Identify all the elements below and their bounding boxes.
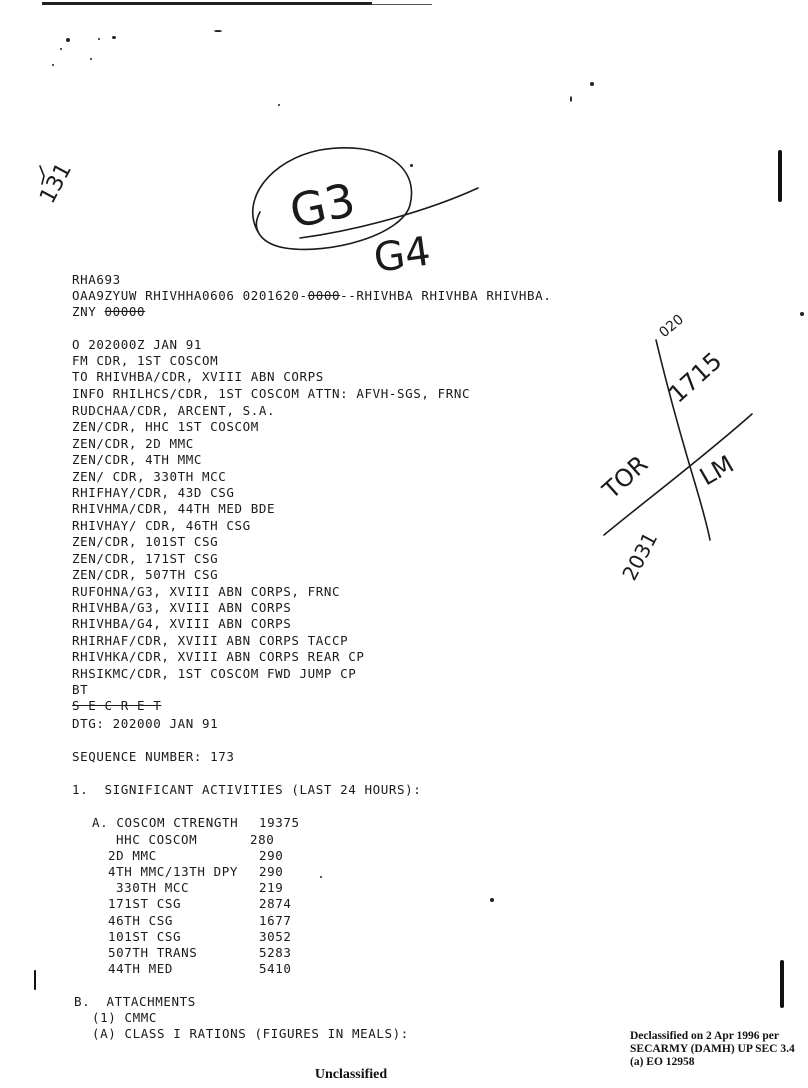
unit-value: 5410 [259, 961, 292, 976]
scan-speck [410, 164, 413, 167]
attachment-sub-a: (A) CLASS I RATIONS (FIGURES IN MEALS): [92, 1026, 409, 1041]
scan-speck [214, 30, 222, 32]
precedence-start: OAA9ZYUW RHIVHHA0606 0201620- [72, 288, 308, 303]
strength-heading: A. COSCOM CTRENGTH [92, 815, 239, 830]
margin-loop [253, 148, 412, 250]
tor-vertical [656, 340, 710, 540]
declassification-stamp [630, 1030, 802, 1069]
initials: LM [695, 449, 739, 492]
declass-line: Declassified on 2 Apr 1996 per [630, 1030, 779, 1042]
dtg-body-line: DTG: 202000 JAN 91 [72, 716, 219, 731]
addressee-line: RHIVHBA/G4, XVIII ABN CORPS [72, 616, 292, 631]
section-heading: 1. SIGNIFICANT ACTIVITIES (LAST 24 HOURS): [72, 782, 422, 797]
office-label: G4 [370, 228, 434, 282]
to-line: TO RHIVHBA/CDR, XVIII ABN CORPS [72, 369, 324, 384]
addressee-line: RHIVHKA/CDR, XVIII ABN CORPS REAR CP [72, 649, 365, 664]
margin-bar [778, 150, 782, 202]
sequence-line: SEQUENCE NUMBER: 173 [72, 749, 235, 764]
unit-value: 280 [250, 832, 275, 847]
unit-name: 171ST CSG [108, 896, 182, 911]
circled-office-label: G3 [285, 172, 360, 239]
addressee-line: ZEN/CDR, 2D MMC [72, 436, 194, 451]
unit-name: 2D MMC [108, 848, 157, 863]
addressee-line: RHIRHAF/CDR, XVIII ABN CORPS TACCP [72, 633, 349, 648]
margin-bar [780, 960, 784, 1008]
margin-number: 131 [35, 158, 78, 208]
classification-footer [0, 1067, 808, 1083]
top-edge-line [42, 2, 372, 5]
strength-total: 19375 [259, 815, 300, 830]
precedence-struck: 0000 [307, 288, 341, 303]
unit-value: 3052 [259, 929, 292, 944]
scan-speck [52, 64, 54, 66]
addressee-line: ZEN/CDR, 507TH CSG [72, 567, 219, 582]
scan-speck [278, 104, 280, 106]
tor-diagonal [604, 414, 752, 535]
bt-line: BT [72, 682, 89, 697]
precedence-end: --RHIVHBA RHIVHBA RHIVHBA. [340, 288, 552, 303]
tor-time: 1715 [663, 346, 728, 409]
info-line: INFO RHILHCS/CDR, 1ST COSCOM ATTN: AFVH-SGS, FRNC [72, 386, 471, 401]
unit-name: 507TH TRANS [108, 945, 198, 960]
addressee-line: ZEN/ CDR, 330TH MCC [72, 469, 227, 484]
addressee-line: RUFOHNA/G3, XVIII ABN CORPS, FRNC [72, 584, 341, 599]
attachment-sub-1: (1) CMMC [92, 1010, 158, 1025]
scan-speck [60, 48, 62, 50]
scan-speck [490, 898, 494, 902]
unit-value: 2874 [259, 896, 292, 911]
tor-top: 020 [656, 311, 688, 342]
scan-speck [98, 38, 100, 40]
addressee-line: ZEN/CDR, 171ST CSG [72, 551, 219, 566]
addressee-line: RHIVHBA/G3, XVIII ABN CORPS [72, 600, 292, 615]
routing-line: RHA693 [72, 272, 121, 287]
circle-tail [300, 188, 478, 238]
scan-speck [590, 82, 594, 86]
scan-speck [66, 38, 70, 42]
addressee-line: RHSIKMC/CDR, 1ST COSCOM FWD JUMP CP [72, 666, 357, 681]
scan-speck [112, 36, 116, 39]
unit-name: 330TH MCC [116, 880, 190, 895]
margin-tick [40, 166, 44, 184]
zny-struck: 00000 [104, 304, 146, 319]
margin-bar [34, 970, 36, 990]
unit-name: HHC COSCOM [116, 832, 198, 847]
addressee-line: RHIVHAY/ CDR, 46TH CSG [72, 518, 251, 533]
unit-name: 44TH MED [108, 961, 174, 976]
addressee-line: RHIFHAY/CDR, 43D CSG [72, 485, 235, 500]
unit-value: 5283 [259, 945, 292, 960]
scan-speck [90, 58, 92, 60]
tor-bottom: 2031 [617, 528, 663, 585]
addressee-line: ZEN/CDR, 101ST CSG [72, 534, 219, 549]
scan-speck [570, 96, 572, 102]
footer-marking: Unclassified [314, 1067, 388, 1082]
dtg-header-line: O 202000Z JAN 91 [72, 337, 203, 352]
declass-line: (a) EO 12958 [630, 1056, 695, 1068]
addressee-line: ZEN/CDR, 4TH MMC [72, 452, 203, 467]
classification-struck: S E C R E T [72, 698, 162, 713]
unit-name: 101ST CSG [108, 929, 182, 944]
zny-start: ZNY [72, 304, 105, 319]
unit-value: 1677 [259, 913, 292, 928]
addressee-line: ZEN/CDR, HHC 1ST COSCOM [72, 419, 259, 434]
unit-value: 290 [259, 864, 284, 879]
tor-label: TOR [597, 450, 654, 505]
unit-name: 4TH MMC/13TH DPY [108, 864, 239, 879]
top-edge-line-faint [372, 4, 432, 5]
scan-speck [800, 312, 804, 316]
attachments-heading: B. ATTACHMENTS [74, 994, 196, 1009]
addressee-line: RUDCHAA/CDR, ARCENT, S.A. [72, 403, 276, 418]
scan-speck [320, 876, 322, 878]
zny-line [72, 304, 145, 320]
unit-value: 290 [259, 848, 284, 863]
declass-line: SECARMY (DAMH) UP SEC 3.4 [630, 1043, 795, 1055]
precedence-line [72, 288, 551, 304]
from-line: FM CDR, 1ST COSCOM [72, 353, 219, 368]
unit-value: 219 [259, 880, 284, 895]
unit-name: 46TH CSG [108, 913, 174, 928]
addressee-line: RHIVHMA/CDR, 44TH MED BDE [72, 501, 276, 516]
